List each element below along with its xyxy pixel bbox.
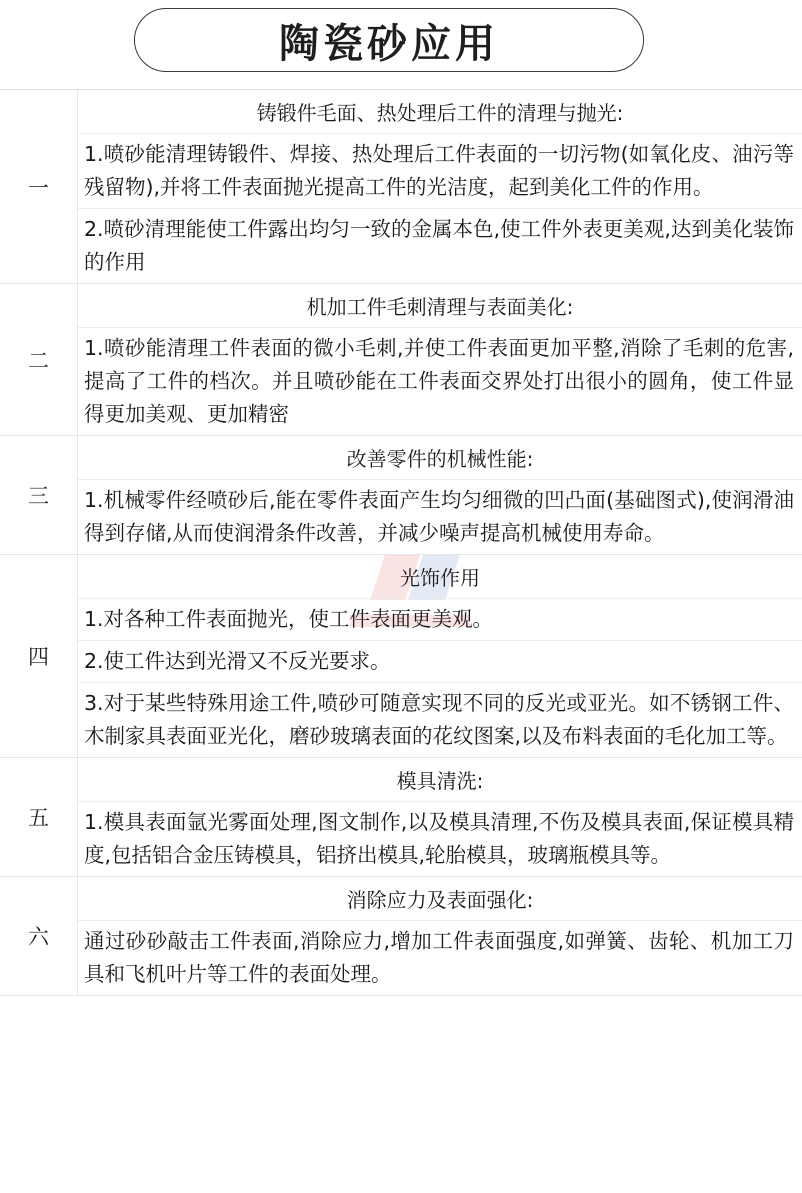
section-content: [78, 90, 802, 283]
section-5: [0, 758, 802, 877]
section-4: [0, 555, 802, 758]
section-number: 三: [0, 436, 78, 554]
section-number: 五: [0, 758, 78, 876]
section-content: [78, 877, 802, 995]
section-number: 一: [0, 90, 78, 283]
section-content: [78, 436, 802, 554]
section-item: 1.喷砂能清理工件表面的微小毛刺,并使工件表面更加平整,消除了毛刺的危害,提高了工件的档次。并且喷砂能在工件表面交界处打出很小的圆角，使工件显得更加美观、更加精密: [84, 336, 794, 426]
section-6: [0, 877, 802, 996]
section-item: 1.机械零件经喷砂后,能在零件表面产生均匀细微的凹凸面(基础图式),使润滑油得到存储,从而使润滑条件改善，并减少噪声提高机械使用寿命。: [84, 488, 794, 545]
section-item: 1.喷砂能清理铸锻件、焊接、热处理后工件表面的一切污物(如氧化皮、油污等残留物),并将工件表面抛光提高工件的光洁度，起到美化工件的作用。: [78, 134, 802, 209]
section-content: [78, 555, 802, 757]
section-2: [0, 284, 802, 436]
section-number: 四: [0, 555, 78, 757]
section-item: 通过砂砂敲击工件表面,消除应力,增加工件表面强度,如弹簧、齿轮、机加工刀具和飞机叶片等工件的表面处理。: [84, 929, 794, 986]
section-number: 二: [0, 284, 78, 435]
section-1: [0, 90, 802, 284]
section-heading: 消除应力及表面强化:: [78, 877, 802, 921]
section-item: 2.喷砂清理能使工件露出均匀一致的金属本色,使工件外表更美观,达到美化装饰的作用: [84, 217, 794, 274]
section-content: [78, 758, 802, 876]
section-item: 2.使工件达到光滑又不反光要求。: [78, 641, 802, 683]
page-title: 陶瓷砂应用: [134, 8, 644, 72]
application-table: [0, 89, 802, 996]
section-number: 六: [0, 877, 78, 995]
section-item: 3.对于某些特殊用途工件,喷砂可随意实现不同的反光或亚光。如不锈钢工件、木制家具表面亚光化，磨砂玻璃表面的花纹图案,以及布料表面的毛化加工等。: [84, 691, 794, 748]
section-item: 1.模具表面氩光雾面处理,图文制作,以及模具清理,不伤及模具表面,保证模具精度,包括铝合金压铸模具，铝挤出模具,轮胎模具，玻璃瓶模具等。: [84, 810, 794, 867]
section-heading: 机加工件毛刺清理与表面美化:: [78, 284, 802, 328]
section-heading: 改善零件的机械性能:: [78, 436, 802, 480]
section-3: [0, 436, 802, 555]
section-heading: 铸锻件毛面、热处理后工件的清理与抛光:: [78, 90, 802, 134]
section-heading: 光饰作用: [78, 555, 802, 599]
section-item: 1.对各种工件表面抛光，使工件表面更美观。: [78, 599, 802, 641]
section-heading: 模具清洗:: [78, 758, 802, 802]
section-content: [78, 284, 802, 435]
